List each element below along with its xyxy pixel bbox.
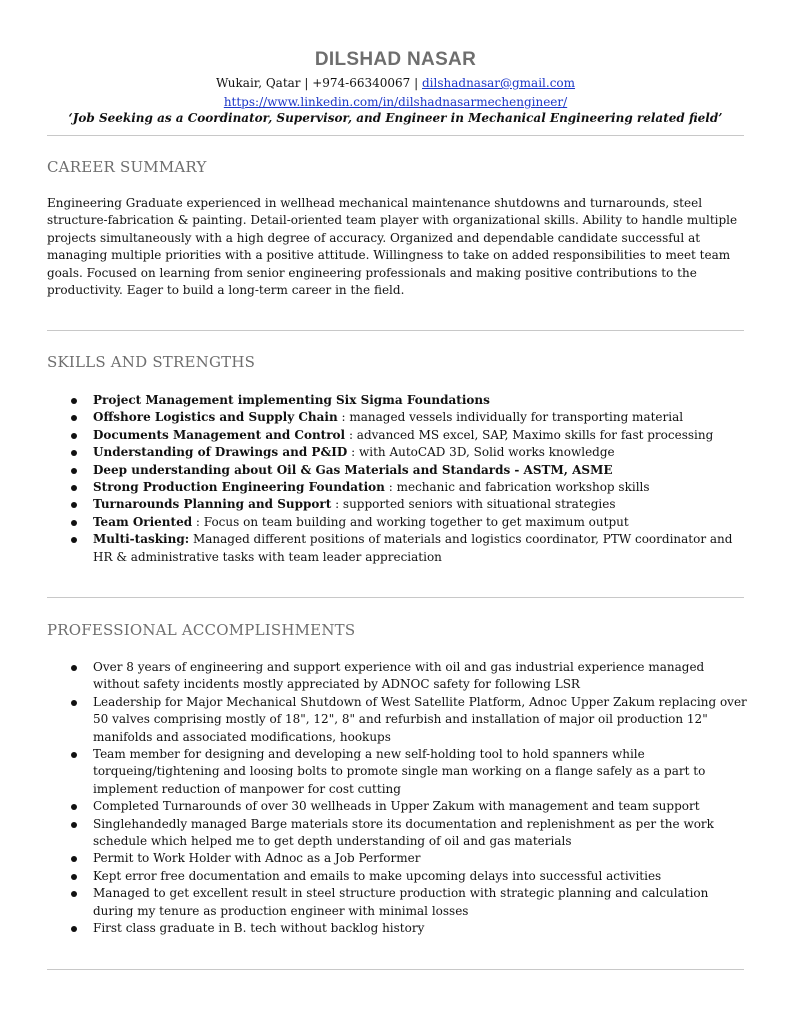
accomplishment-text: Team member for designing and developing a new self-holding tool to hold spanners while torqueing/tightening and loosing bolts to promote single man working on a flange safely as a part to implement reduction of manpower for cost cutting [93,747,706,796]
skill-name: Deep understanding about Oil & Gas Materials and Standards - ASTM, ASME [93,462,613,477]
skill-item [47,479,747,496]
skills-title: SKILLS AND STRENGTHS [47,353,256,371]
skill-detail: : advanced MS excel, SAP, Maximo skills for fast processing [345,427,714,442]
bullet-icon [71,926,77,932]
bullet-icon [71,537,77,543]
skill-name: Team Oriented [93,514,193,529]
skill-item [47,392,747,409]
skill-name: Turnarounds Planning and Support [93,497,332,512]
skill-item [47,444,747,461]
skill-item [47,531,747,566]
bullet-icon [71,485,77,491]
skill-detail: : mechanic and fabrication workshop skills [384,480,650,495]
skill-name: Strong Production Engineering Foundation [93,480,385,495]
accomplishment-item [47,659,747,694]
skill-detail: : supported seniors with situational strategies [331,497,616,512]
divider [47,135,744,136]
skill-item [47,514,747,531]
bullet-icon [71,468,77,474]
skill-name: Multi-tasking: [93,532,190,547]
accomplishments-title: PROFESSIONAL ACCOMPLISHMENTS [47,621,356,639]
accomplishment-item [47,746,747,798]
bullet-icon [71,450,77,456]
bullet-icon [71,520,77,526]
accomplishment-text: Kept error free documentation and emails to make upcoming delays into successful activities [93,868,662,883]
accomplishment-text: Leadership for Major Mechanical Shutdown of West Satellite Platform, Adnoc Upper Zakum replacing over 50 valves comprising mostly of 18", 12", 8" and refurbish and installation of major oil production 12" manifolds and associated modifications, hookups [93,694,747,744]
skill-item [47,409,747,426]
accomplishment-item [47,868,747,885]
skills-list [47,392,747,566]
job-objective: ‘Job Seeking as a Coordinator, Supervisor, and Engineer in Mechanical Engineering related field’ [68,111,723,125]
divider [47,330,744,331]
skill-detail: : managed vessels individually for transporting material [337,410,684,425]
career-summary-text: Engineering Graduate experienced in wellhead mechanical maintenance shutdowns and turnarounds, steel structure-fabrication & painting. Detail-oriented team player with organizational skills. Ability to handle multiple projects simultaneously with a high degree of accuracy. Organized and dependable candidate successful at managing multiple priorities with a positive attitude. Willingness to take on added responsibilities to meet team goals. Focused on learning from senior engineering professionals and making positive contributions to the productivity. Eager to build a long-term career in the field. [47,196,738,298]
skill-name: Project Management implementing Six Sigma Foundations [93,393,490,407]
skill-name: Offshore Logistics and Supply Chain [93,410,338,425]
bullet-icon [71,700,77,706]
resume-header [0,48,791,127]
skill-detail: : with AutoCAD 3D, Solid works knowledge [347,445,615,460]
accomplishment-item [47,885,747,920]
bullet-icon [71,398,77,404]
contact-line [0,75,791,91]
accomplishment-text: First class graduate in B. tech without backlog history [93,921,425,936]
linkedin-line [0,94,791,110]
accomplishment-text: Singlehandedly managed Barge materials store its documentation and replenishment as per the work schedule which helped me to get depth understanding of oil and gas materials [93,816,714,849]
bullet-icon [71,891,77,897]
accomplishments-list [47,659,747,938]
career-summary-title: CAREER SUMMARY [47,158,207,176]
accomplishment-item [47,798,747,815]
linkedin-link[interactable]: https://www.linkedin.com/in/dilshadnasarmechengineer/ [223,95,568,109]
bullet-icon [71,856,77,862]
skill-name: Understanding of Drawings and P&ID [93,445,348,460]
bullet-icon [71,433,77,439]
skill-detail: Managed different positions of materials and logistics coordinator, PTW coordinator and HR & administrative tasks with team leader appreciation [93,532,733,564]
skill-item [47,427,747,444]
divider [47,969,744,970]
skill-item [47,496,747,513]
bullet-icon [71,665,77,671]
accomplishment-text: Completed Turnarounds of over 30 wellheads in Upper Zakum with management and team support [93,799,700,814]
bullet-icon [71,874,77,880]
accomplishment-item [47,816,747,851]
skill-item [47,462,747,479]
bullet-icon [71,415,77,421]
bullet-icon [71,502,77,508]
email-link[interactable]: dilshadnasar@gmail.com [421,76,576,90]
contact-location-phone: Wukair, Qatar | +974-66340067 | [215,76,422,90]
candidate-name: DILSHAD NASAR [314,49,477,70]
accomplishment-text: Managed to get excellent result in steel structure production with strategic planning and calculation during my tenure as production engineer with minimal losses [93,886,709,918]
accomplishment-text: Permit to Work Holder with Adnoc as a Job Performer [93,851,421,866]
divider [47,597,744,598]
skill-detail: : Focus on team building and working together to get maximum output [192,514,629,529]
accomplishment-item [47,694,747,746]
accomplishment-item [47,850,747,867]
accomplishment-text: Over 8 years of engineering and support experience with oil and gas industrial experience managed without safety incidents mostly appreciated by ADNOC safety for following LSR [93,660,705,692]
bullet-icon [71,752,77,758]
accomplishment-item [47,920,747,937]
bullet-icon [71,804,77,810]
bullet-icon [71,822,77,828]
skill-name: Documents Management and Control [93,427,346,442]
